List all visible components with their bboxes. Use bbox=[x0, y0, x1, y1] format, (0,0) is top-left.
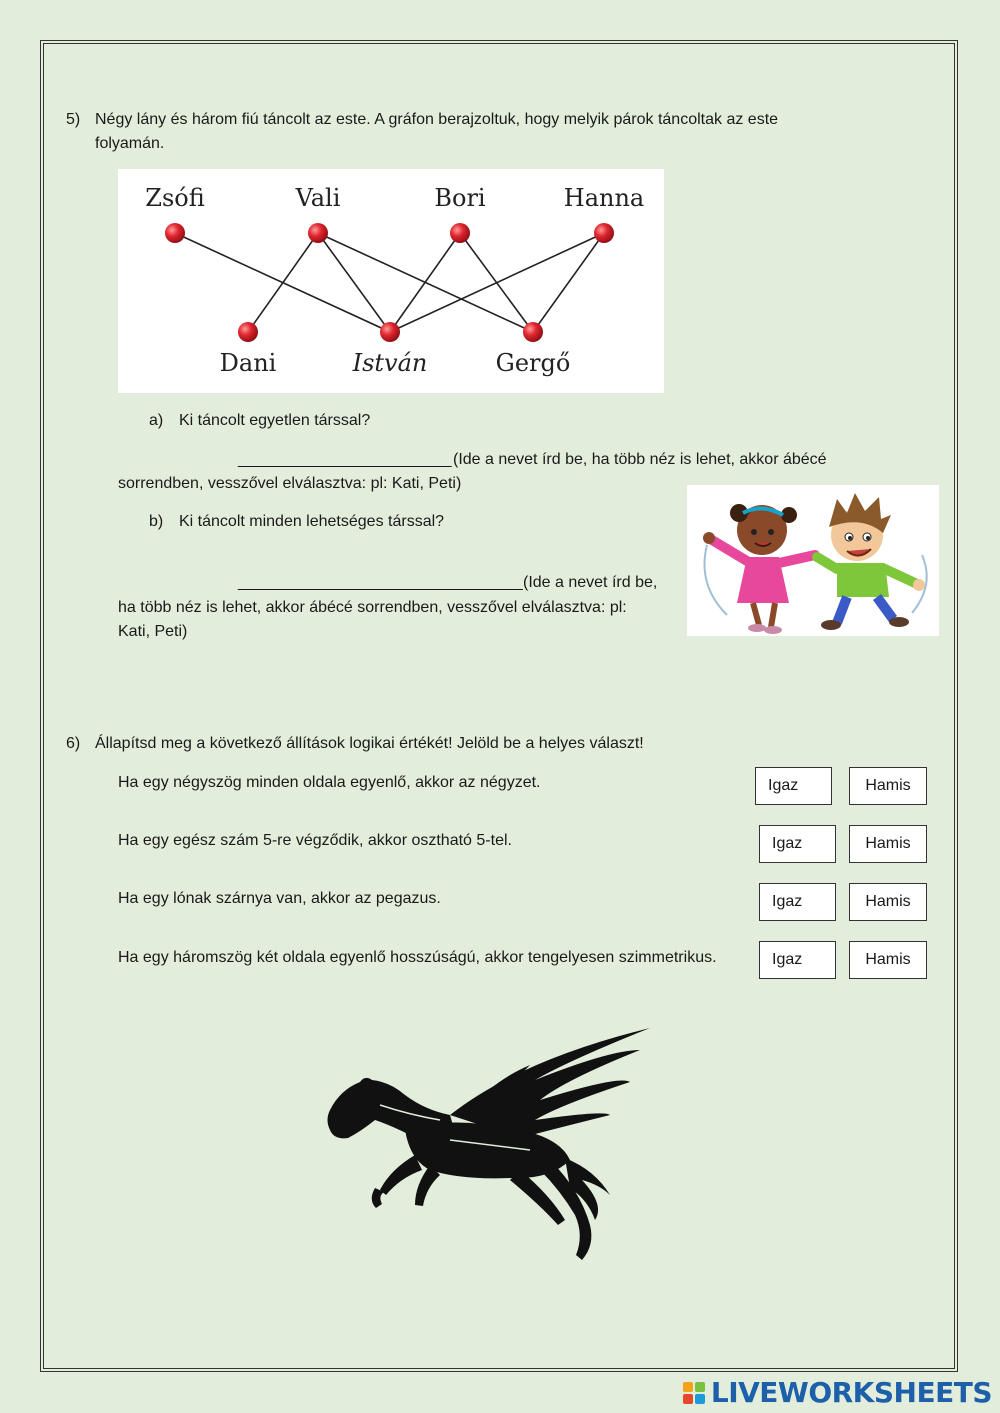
question-5-text-line2: folyamán. bbox=[95, 135, 165, 152]
graph-edge-Hanna-Gergő bbox=[533, 233, 604, 332]
graph-label-Dani: Dani bbox=[219, 349, 277, 377]
statement-1-igaz-button[interactable]: Igaz bbox=[755, 767, 832, 805]
question-5-number: 5) bbox=[66, 111, 81, 128]
dancing-kids-illustration bbox=[687, 485, 939, 636]
question-5b-hint-line2: ha több néz is lehet, akkor ábécé sorrendben, vesszővel elválasztva: pl: bbox=[118, 599, 627, 616]
statement-4-igaz-button[interactable]: Igaz bbox=[759, 941, 836, 979]
question-5b-answer-blank[interactable]: ________________________________ bbox=[238, 574, 523, 591]
graph-nodes bbox=[165, 223, 614, 342]
statement-4-hamis-button[interactable]: Hamis bbox=[849, 941, 927, 979]
graph-label-Hanna: Hanna bbox=[563, 184, 645, 212]
statement-1-text: Ha egy négyszög minden oldala egyenlő, akkor az négyzet. bbox=[118, 774, 541, 791]
liveworksheets-logo-icon bbox=[683, 1382, 705, 1404]
graph-node-Vali bbox=[308, 223, 328, 243]
question-5-text-line1: Négy lány és három fiú táncolt az este. A gráfon berajzoltuk, hogy melyik párok táncoltak az este bbox=[95, 111, 779, 128]
statement-2-hamis-button[interactable]: Hamis bbox=[849, 825, 927, 863]
question-5a-hint-line2: sorrendben, vesszővel elválasztva: pl: Kati, Peti) bbox=[118, 475, 462, 492]
graph-node-Dani bbox=[238, 322, 258, 342]
graph-label-Zsófi: Zsófi bbox=[145, 184, 205, 212]
question-5a-hint-line1: (Ide a nevet írd be, ha több néz is lehet, akkor ábécé bbox=[453, 451, 827, 468]
question-5a-label: a) bbox=[149, 412, 164, 429]
statement-2-text: Ha egy egész szám 5-re végződik, akkor osztható 5-tel. bbox=[118, 832, 512, 849]
graph-node-Bori bbox=[450, 223, 470, 243]
statement-2-igaz-button[interactable]: Igaz bbox=[759, 825, 836, 863]
dance-graph-svg bbox=[118, 169, 664, 393]
graph-edge-Vali-Dani bbox=[248, 233, 318, 332]
graph-label-Vali: Vali bbox=[295, 184, 341, 212]
liveworksheets-logo bbox=[683, 1376, 992, 1409]
graph-node-István bbox=[380, 322, 400, 342]
question-6-number: 6) bbox=[66, 735, 81, 752]
graph-label-István: István bbox=[352, 349, 428, 377]
question-5a-answer-blank[interactable]: ________________________ bbox=[238, 451, 452, 468]
statement-3-igaz-button[interactable]: Igaz bbox=[759, 883, 836, 921]
statement-3-text: Ha egy lónak szárnya van, akkor az pegazus. bbox=[118, 890, 441, 907]
liveworksheets-brand-text: LIVEWORKSHEETS bbox=[710, 1376, 992, 1409]
statement-4-text: Ha egy háromszög két oldala egyenlő hosszúságú, akkor tengelyesen szimmetrikus. bbox=[118, 949, 717, 966]
question-5a-text: Ki táncolt egyetlen társsal? bbox=[179, 412, 371, 429]
graph-label-Bori: Bori bbox=[434, 184, 486, 212]
question-5b-text: Ki táncolt minden lehetséges társsal? bbox=[179, 513, 445, 530]
statement-3-hamis-button[interactable]: Hamis bbox=[849, 883, 927, 921]
pegasus-illustration bbox=[320, 1020, 660, 1285]
graph-edge-Vali-István bbox=[318, 233, 390, 332]
graph-node-Gergő bbox=[523, 322, 543, 342]
question-5b-hint-line1: (Ide a nevet írd be, bbox=[523, 574, 658, 591]
graph-node-Zsófi bbox=[165, 223, 185, 243]
question-6-title: Állapítsd meg a következő állítások logikai értékét! Jelöld be a helyes választ! bbox=[95, 735, 644, 752]
graph-node-Hanna bbox=[594, 223, 614, 243]
graph-label-Gergő: Gergő bbox=[495, 349, 571, 377]
graph-edge-Bori-István bbox=[390, 233, 460, 332]
question-5b-label: b) bbox=[149, 513, 164, 530]
statement-1-hamis-button[interactable]: Hamis bbox=[849, 767, 927, 805]
graph-edges bbox=[175, 233, 604, 332]
dance-graph bbox=[118, 169, 664, 393]
graph-edge-Hanna-István bbox=[390, 233, 604, 332]
question-5b-hint-line3: Kati, Peti) bbox=[118, 623, 188, 640]
